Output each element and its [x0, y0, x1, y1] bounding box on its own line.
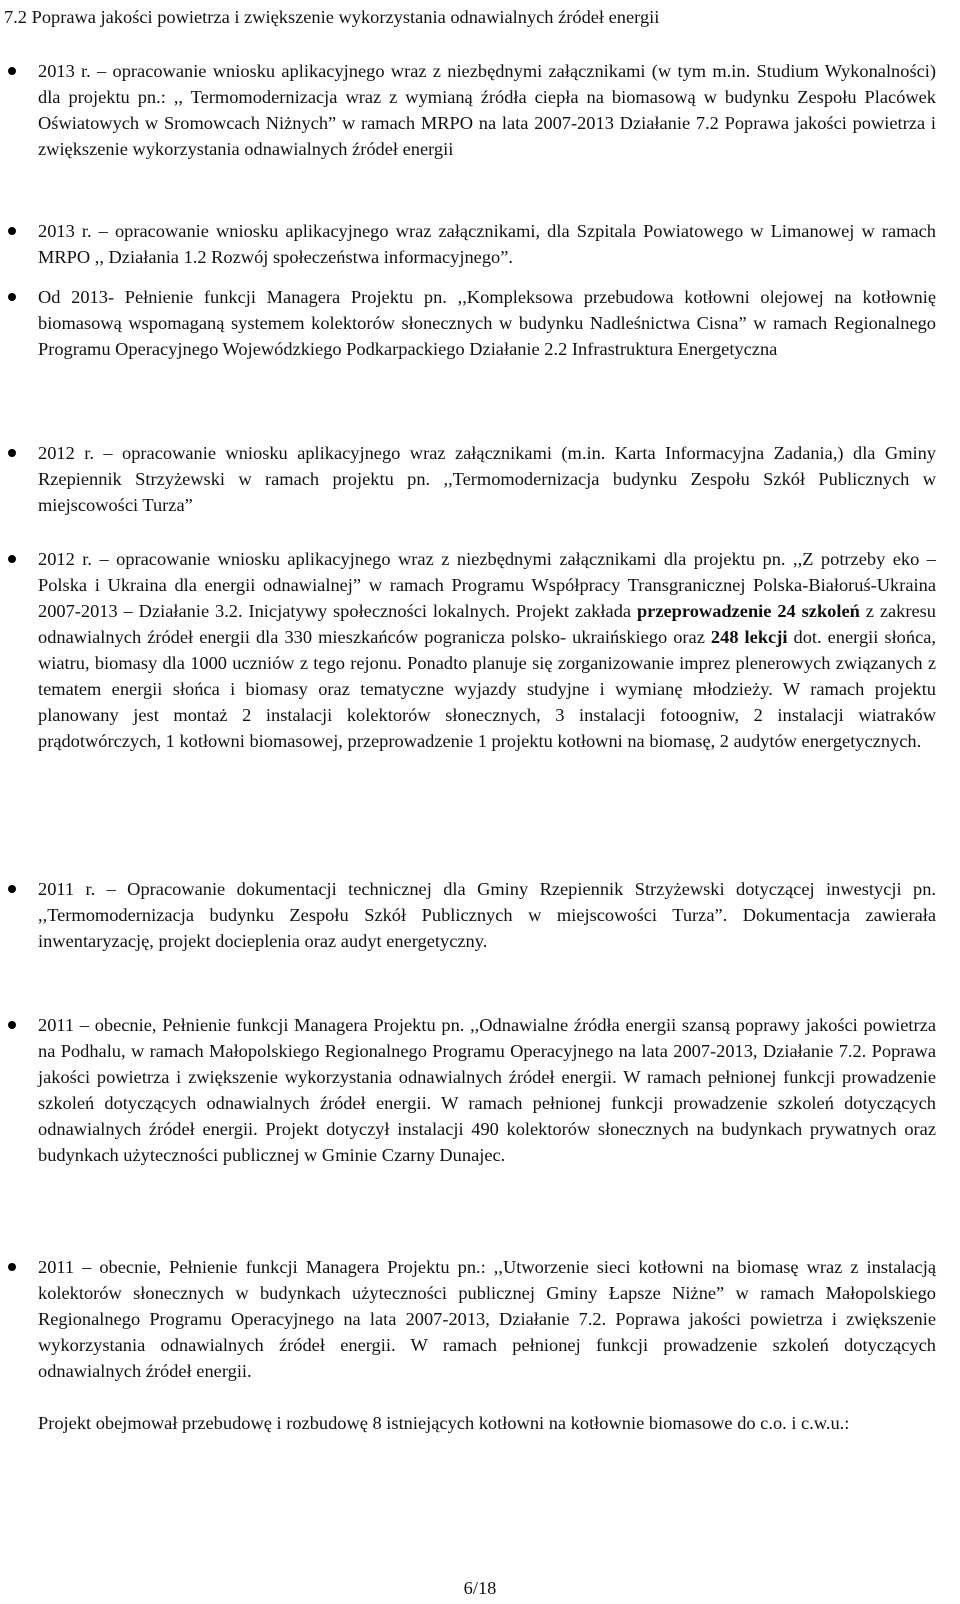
list-item [38, 546, 936, 754]
bold-highlight: 248 lekcji [710, 627, 788, 647]
list-item [38, 218, 936, 270]
item-text: 2011 – obecnie, Pełnienie funkcji Managera Projektu pn. ,,Odnawialne źródła energii szansą poprawy jakości powietrza na Podhalu, w ramach Małopolskiego Regionalnego Programu Operacyjnego na lata 2007-2013, Działanie 7.2. Poprawa jakości powietrza i zwiększenie wykorzystania odnawialnych źródeł energii. W ramach pełnionej funkcji prowadzenie szkoleń dotyczących odnawialnych źródeł energii. W ramach pełnionej funkcji prowadzenie szkoleń dotyczących odnawialnych źródeł energii. Projekt dotyczył instalacji 490 kolektorów słonecznych na budynkach prywatnych oraz budynkach użyteczności publicznej w Gminie Czarny Dunajec. [38, 1015, 936, 1165]
item-text: 2013 r. – opracowanie wniosku aplikacyjnego wraz z niezbędnymi załącznikami (w tym m.in. Studium Wykonalności) dla projektu pn.: ,, Termomodernizacja wraz z wymianą źródła ciepła na biomasową w budynku Zespołu Placówek Oświatowych w Sromowcach Niżnych” w ramach MRPO na lata 2007-2013 Działanie 7.2 Poprawa jakości powietrza i zwiększenie wykorzystania odnawialnych źródeł energii [38, 61, 936, 159]
item-text: 2011 r. – Opracowanie dokumentacji technicznej dla Gminy Rzepiennik Strzyżewski dotyczącej inwestycji pn. ,,Termomodernizacja budynku Zespołu Szkół Publicznych w miejscowości Turza”. Dokumentacja zawierała inwentaryzację, projekt docieplenia oraz audyt energetyczny. [38, 879, 936, 951]
item-text: 2011 – obecnie, Pełnienie funkcji Managera Projektu pn.: ,,Utworzenie sieci kotłowni na biomasę wraz z instalacją kolektorów słonecznych w budynkach użyteczności publicznej Gminy Łapsze Niżne” w ramach Małopolskiego Regionalnego Programu Operacyjnego na lata 2007-2013, Działanie 7.2. Poprawa jakości powietrza i zwiększenie wykorzystania odnawialnych źródeł energii. W ramach pełnionej funkcji prowadzenie szkoleń dotyczących odnawialnych źródeł energii. [38, 1257, 936, 1381]
list-item [38, 1012, 936, 1168]
bullet-icon [8, 227, 16, 235]
bullet-icon [8, 449, 16, 457]
paragraph [38, 1410, 936, 1436]
bold-highlight: przeprowadzenie 24 szkoleń [636, 601, 860, 621]
list-item [38, 58, 936, 162]
bullet-icon [8, 1021, 16, 1029]
list-item [38, 1254, 936, 1384]
item-text-part: dot. energii słońca, wiatru, biomasy dla 1000 uczniów z tego rejonu. Ponadto planuje się zorganizowanie imprez plenerowych związanych z tematem energii słońca i biomasy oraz tematyczne wyjazdy studyjne i wymianę młodzieży. W ramach projektu planowany jest montaż 2 instalacji kolektorów słonecznych, 3 instalacji fotoogniw, 2 instalacji wiatraków prądotwórczych, 1 kotłowni biomasowej, przeprowadzenie 1 projektu kotłowni na biomasę, 2 audytów energetycznych. [38, 627, 936, 751]
item-text-part: 2012 r. – opracowanie wniosku aplikacyjnego wraz z niezbędnymi załącznikami dla projektu pn. ,,Z potrzeby eko – Polska i Ukraina dla energii odnawialnej” w ramach Programu Współpracy Transgranicznej Polska-Białoruś-Ukraina 2007-2013 – Działanie 3.2. Inicjatywy społeczności lokalnych. Projekt zakłada [38, 549, 936, 621]
section-heading: 7.2 Poprawa jakości powietrza i zwiększenie wykorzystania odnawialnych źródeł energii [4, 7, 660, 27]
item-text: 2012 r. – opracowanie wniosku aplikacyjnego wraz załącznikami (m.in. Karta Informacyjna Zadania,) dla Gminy Rzepiennik Strzyżewski w ramach projektu pn. ,,Termomodernizacja budynku Zespołu Szkół Publicznych w miejscowości Turza” [38, 443, 936, 515]
item-text [38, 546, 936, 754]
item-text: 2013 r. – opracowanie wniosku aplikacyjnego wraz załącznikami, dla Szpitala Powiatowego w Limanowej w ramach MRPO ,, Działania 1.2 Rozwój społeczeństwa informacyjnego”. [38, 221, 936, 267]
bullet-icon [8, 885, 16, 893]
bullet-icon [8, 293, 16, 301]
bullet-icon [8, 67, 16, 75]
page-number: 6/18 [463, 1578, 497, 1598]
item-text-part: z zakresu odnawialnych źródeł energii dla 330 mieszkańców pogranicza polsko- ukraińskiego oraz [38, 601, 936, 647]
list-item [38, 440, 936, 518]
list-item [38, 876, 936, 954]
bullet-icon [8, 1263, 16, 1271]
item-text: Od 2013- Pełnienie funkcji Managera Projektu pn. ,,Kompleksowa przebudowa kotłowni olejowej na kotłownię biomasową wspomaganą systemem kolektorów słonecznych w budynku Nadleśnictwa Cisna” w ramach Regionalnego Programu Operacyjnego Wojewódzkiego Podkarpackiego Działanie 2.2 Infrastruktura Energetyczna [38, 287, 936, 359]
bullet-icon [8, 555, 16, 563]
list-item [38, 284, 936, 362]
item-text: Projekt obejmował przebudowę i rozbudowę 8 istniejących kotłowni na kotłownie biomasowe do c.o. i c.w.u.: [38, 1413, 850, 1433]
